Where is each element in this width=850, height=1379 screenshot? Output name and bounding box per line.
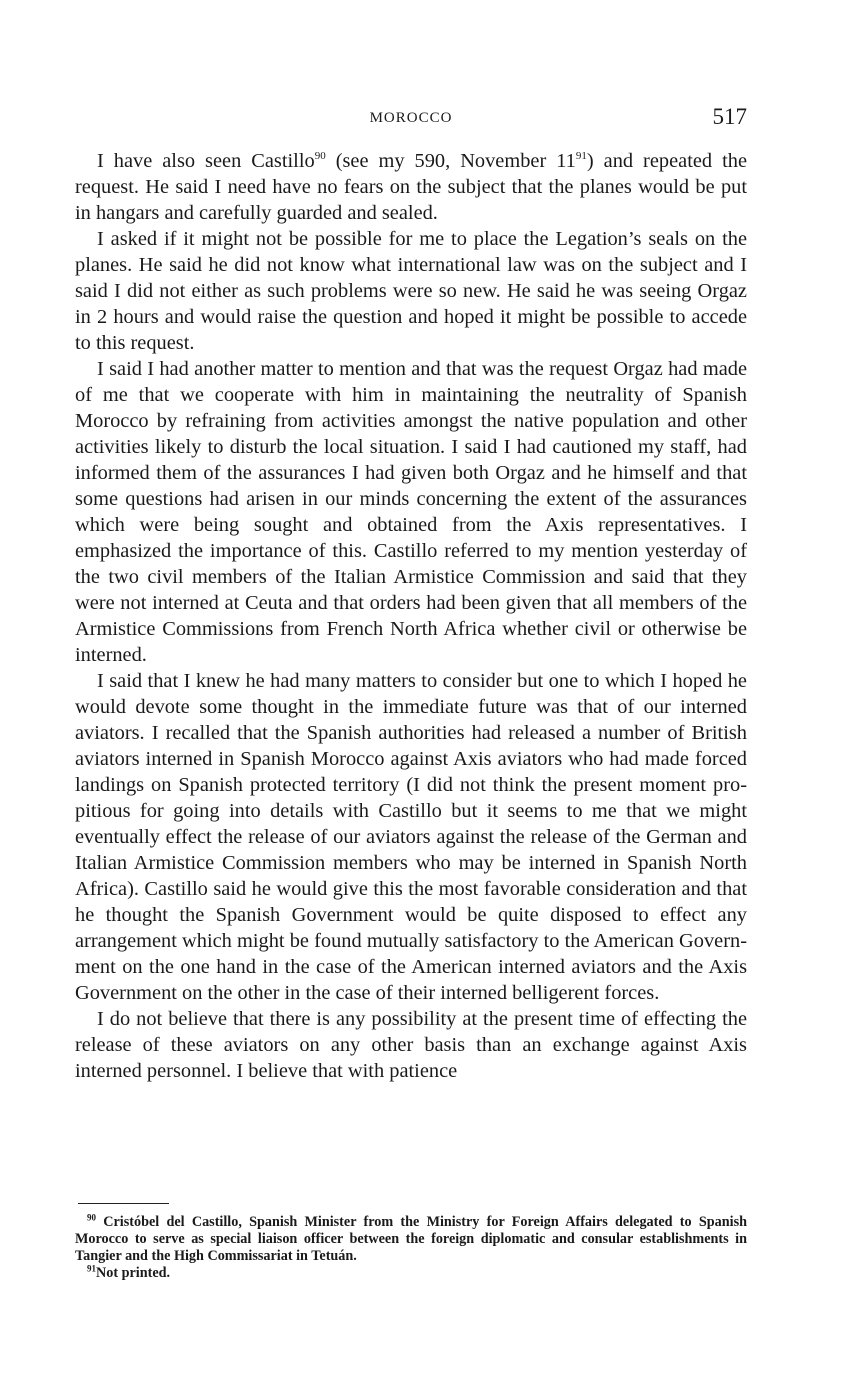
paragraph-3: I said I had another matter to mention and that was the request Orgaz had made of me that we cooperate with him in maintaining the neutrality of Spanish Morocco by refraining from activities amongst the native population and other activities likely to disturb the local situation. I said I had cautioned my staff, had informed them of the assurances I had given both Orgaz and he himself and that some questions had arisen in our minds concerning the extent of the assurances which were being sought and obtained from the Axis representatives. I emphasized the importance of this. Castillo referred to my mention yesterday of the two civil members of the Italian Armistice Commission and said that they were not interned at Ceuta and that orders had been given that all members of the Armistice Commissions from French North Africa whether civil or otherwise be interned. [75,358,747,666]
footnote-divider [78,1203,169,1204]
running-title: MOROCCO [369,110,453,126]
paragraph-4: I said that I knew he had many matters to consider but one to which I hoped he would devote some thought in the immediate future was that of our interned aviators. I recalled that the Spanish authorities had released a number of British aviators interned in Spanish Morocco against Axis aviators who had made forced landings on Spanish protected territory (I did not think the present moment propitious for going into details with Castillo but it seems to me that we might eventually effect the release of our aviators against the release of the German and Italian Armistice Commission members who may be interned in Spanish North Africa). Castillo said he would give this the most favorable consideration and that he thought the Spanish Government would be quite disposed to effect any arrangement which might be found mutually satisfactory to the American Government on the one hand in the case of the American interned aviators and the Axis Government on the other in the case of their interned belligerent forces. [75,670,747,1004]
footnote-reference-91: 91 [575,150,587,163]
paragraph-1 [75,148,747,226]
page-number: 517 [712,104,747,129]
footnote-marker-90: 90 [87,1212,96,1223]
paragraph-1-text-start: I have also seen Castillo [97,150,315,172]
footnote-91 [75,1265,747,1282]
body-text [75,148,747,1084]
paragraph-1-text-middle: (see my 590, November 11 [325,150,576,172]
footnote-90-text: Cristóbel del Castillo, Spanish Minister from the Ministry for Foreign Affairs delegated to Spanish Morocco to serve as special liaison officer between the foreign diplomatic and consular establishments in Tangier and the High Commissariat in Tetuán. [75,1214,747,1264]
paragraph-1-text-end: ) and repeated the request. He said I need have no fears on the subject that the planes would be put in hangars and carefully guarded and sealed. [75,150,747,224]
paragraph-5: I do not believe that there is any possibility at the present time of effecting the release of these aviators on any other basis than an exchange against Axis interned personnel. I believe that with patience [75,1008,747,1082]
paragraph-2: I asked if it might not be possible for me to place the Legation’s seals on the planes. He said he did not know what international law was on the subject and I said I did not either as such problems were so new. He said he was seeing Orgaz in 2 hours and would raise the question and hoped it might be possible to accede to this request. [75,228,747,354]
footnote-90 [75,1214,747,1265]
running-head [75,104,747,134]
footnote-91-text: Not printed. [96,1265,171,1281]
footnote-reference-90: 90 [314,150,326,163]
footnote-marker-91: 91 [87,1263,96,1274]
footnotes [75,1214,747,1282]
